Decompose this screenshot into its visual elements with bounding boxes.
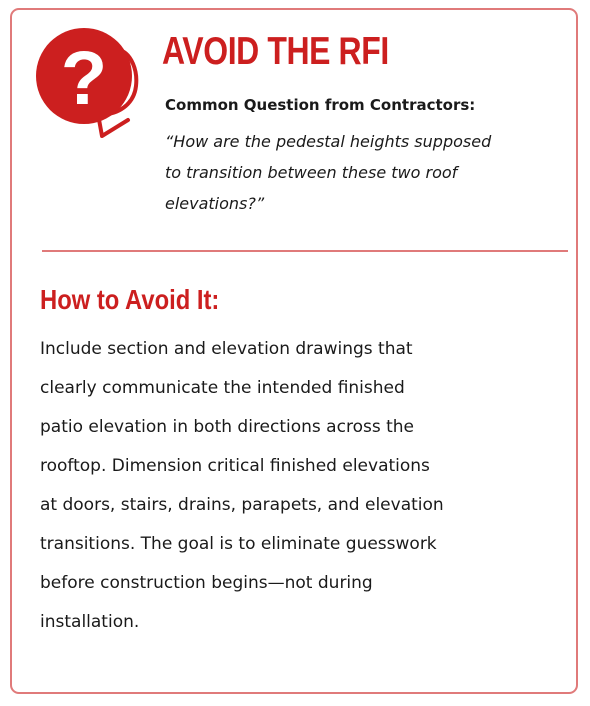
quote-line: elevations?”: [165, 194, 265, 213]
question-mark: ?: [60, 36, 108, 121]
rfi-card: [10, 8, 578, 694]
body-line: transitions. The goal is to eliminate guesswork: [40, 534, 437, 554]
card-title: AVOID THE RFI: [162, 30, 389, 73]
card-subtitle: Common Question from Contractors:: [165, 96, 476, 114]
body-line: at doors, stairs, drains, parapets, and elevation: [40, 495, 444, 515]
question-bubble-icon: [32, 24, 142, 150]
section-heading: How to Avoid It:: [40, 284, 220, 315]
quote-line: “How are the pedestal heights supposed: [165, 132, 492, 151]
body-line: Include section and elevation drawings that: [40, 339, 413, 359]
body-line: before construction begins—not during: [40, 573, 373, 593]
contractor-question: [165, 126, 565, 219]
section-divider: [42, 250, 568, 252]
quote-line: to transition between these two roof: [165, 163, 458, 182]
avoid-it-body: [40, 330, 560, 642]
body-line: patio elevation in both directions across the: [40, 417, 414, 437]
body-line: rooftop. Dimension critical finished elevations: [40, 456, 430, 476]
body-line: installation.: [40, 612, 140, 632]
body-line: clearly communicate the intended finished: [40, 378, 405, 398]
